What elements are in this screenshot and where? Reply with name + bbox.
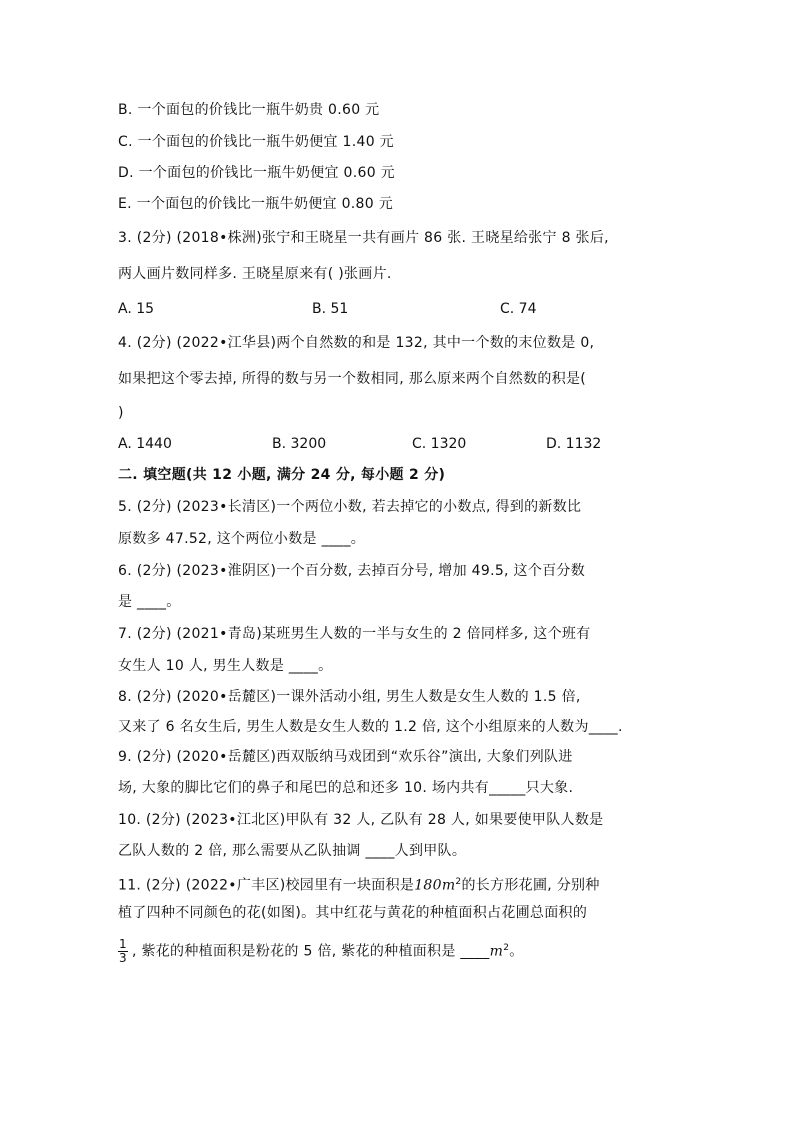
fraction-denominator: 3: [119, 951, 127, 966]
question-6-line-1: 6. (2分) (2023•淮阴区)一个百分数, 去掉百分号, 增加 49.5, 这个百分数: [118, 563, 586, 579]
option-b-line: B. 一个面包的价钱比一瓶牛奶贵 0.60 元: [118, 102, 380, 118]
q11-text-post: 的长方形花圃, 分别种: [461, 877, 600, 894]
q4-option-a: A. 1440: [118, 436, 172, 452]
q4-option-b: B. 3200: [272, 436, 327, 452]
q11-area-unit: m: [441, 877, 456, 894]
option-d-line: D. 一个面包的价钱比一瓶牛奶便宜 0.60 元: [118, 165, 395, 181]
option-e-line: E. 一个面包的价钱比一瓶牛奶便宜 0.80 元: [118, 196, 394, 212]
question-8-line-1: 8. (2分) (2020•岳麓区)一课外活动小组, 男生人数是女生人数的 1.5 倍,: [118, 689, 581, 705]
question-9-line-1: 9. (2分) (2020•岳麓区)西双版纳马戏团到“欢乐谷”演出, 大象们列队进: [118, 749, 573, 765]
q11-area-exponent: 2: [455, 877, 462, 887]
question-4-line-1: 4. (2分) (2022•江华县)两个自然数的和是 132, 其中一个数的末位数是 0,: [118, 335, 595, 351]
question-10-line-1: 10. (2分) (2023•江北区)甲队有 32 人, 乙队有 28 人, 如果要使甲队人数是: [118, 812, 604, 828]
question-5-line-1: 5. (2分) (2023•长清区)一个两位小数, 若去掉它的小数点, 得到的新数比: [118, 499, 582, 515]
question-9-line-2: 场, 大象的脚比它们的鼻子和尾巴的总和还多 10. 场内共有_____只大象.: [118, 780, 574, 796]
question-4-line-2: 如果把这个零去掉, 所得的数与另一个数相同, 那么原来两个自然数的积是(: [118, 371, 587, 387]
q11-answer-unit: m: [489, 943, 504, 960]
q3-option-a: A. 15: [118, 301, 155, 317]
q11-answer-exponent: 2: [503, 943, 510, 953]
question-11-line-2: 植了四种不同颜色的花(如图)。其中红花与黄花的种植面积占花圃总面积的: [118, 905, 588, 921]
question-10-line-2: 乙队人数的 2 倍, 那么需要从乙队抽调 ____人到甲队。: [118, 843, 467, 859]
q11-text-end: 。: [509, 943, 524, 960]
section-heading: 二. 填空题(共 12 小题, 满分 24 分, 每小题 2 分): [118, 467, 446, 483]
question-5-line-2: 原数多 47.52, 这个两位小数是 ____。: [118, 531, 366, 547]
q3-option-b: B. 51: [312, 301, 349, 317]
q11-area-value: 180: [414, 877, 442, 894]
q3-option-c: C. 74: [500, 301, 537, 317]
question-6-line-2: 是 ____。: [118, 594, 181, 610]
question-11-line-1: [118, 872, 600, 896]
question-8-line-2: 又来了 6 名女生后, 男生人数是女生人数的 1.2 倍, 这个小组原来的人数为____.: [118, 719, 623, 735]
one-third-fraction: [118, 938, 128, 965]
question-4-line-3: ): [118, 405, 124, 421]
question-7-line-1: 7. (2分) (2021•青岛)某班男生人数的一半与女生的 2 倍同样多, 这个班有: [118, 626, 591, 642]
question-7-line-2: 女生人 10 人, 男生人数是 ____。: [118, 658, 333, 674]
q11-text-mid: , 紫花的种植面积是粉花的 5 倍, 紫花的种植面积是 ____: [131, 943, 490, 960]
question-11-line-3: [118, 934, 524, 966]
fraction-numerator: 1: [119, 937, 127, 952]
q4-option-d: D. 1132: [546, 436, 602, 452]
option-c-line: C. 一个面包的价钱比一瓶牛奶便宜 1.40 元: [118, 134, 394, 150]
question-3-line-1: 3. (2分) (2018•株洲)张宁和王晓星一共有画片 86 张. 王晓星给张宁 8 张后,: [118, 230, 609, 246]
q4-option-c: C. 1320: [412, 436, 467, 452]
q11-text-pre: 11. (2分) (2022•广丰区)校园里有一块面积是: [118, 877, 415, 894]
question-3-line-2: 两人画片数同样多. 王晓星原来有( )张画片.: [118, 266, 392, 282]
